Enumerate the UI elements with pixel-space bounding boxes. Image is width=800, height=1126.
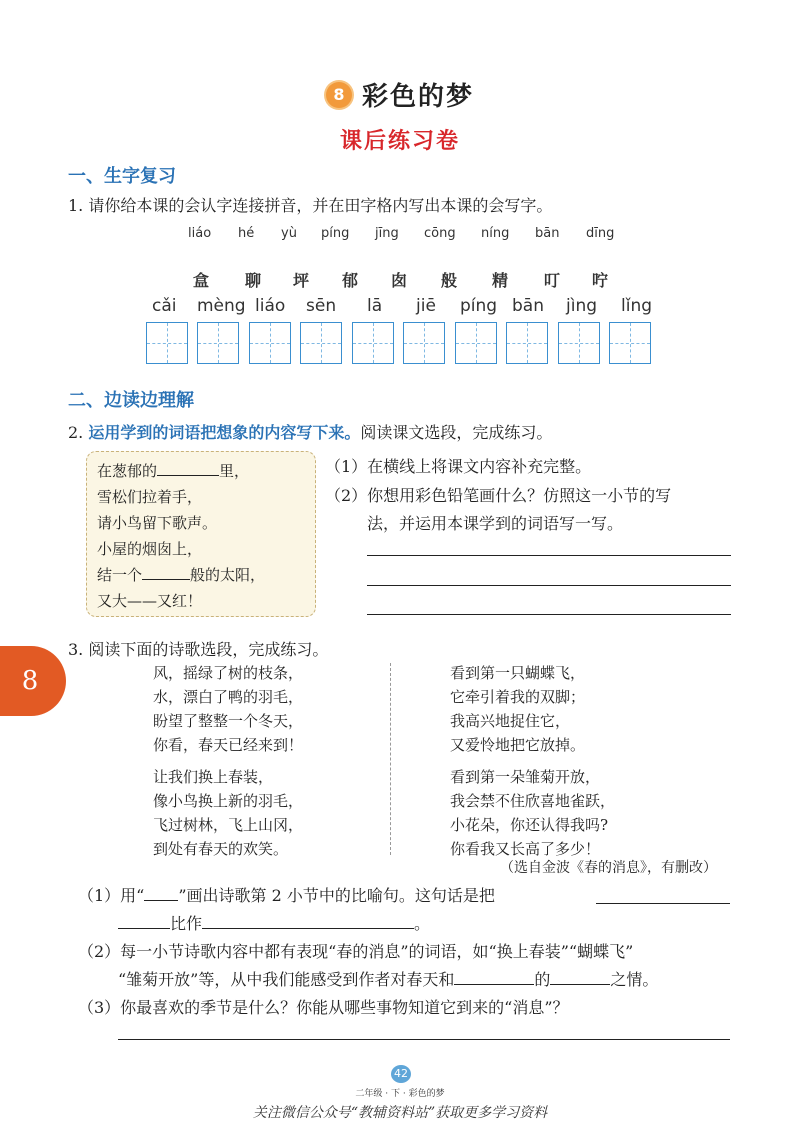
poem-line: 盼望了整整一个冬天， [153, 712, 304, 730]
q3-sub2-line1: （2）每一小节诗歌内容中都有表现“春的消息”的词语，如“换上春装”“蝴蝶飞” [78, 942, 634, 961]
lesson-header [0, 76, 800, 113]
excerpt-line: 结一个 [97, 566, 143, 584]
page-number: 42 [391, 1065, 411, 1083]
answer-blank[interactable] [202, 928, 414, 929]
q3-sub2-text: 之情。 [610, 970, 659, 989]
write-pinyin: jìng [566, 296, 598, 316]
poem-line: 看到第一只蝴蝶飞， [450, 664, 586, 682]
q2-highlight: 运用学到的词语把想象的内容写下来。 [88, 423, 361, 442]
q2-sub2-line1: （2）你想用彩色铅笔画什么？仿照这一小节的写 [325, 486, 672, 505]
write-pinyin: mèng [197, 296, 246, 316]
q2-rest: 阅读课文选段，完成练习。 [360, 423, 553, 442]
poem-right-stanza2 [450, 765, 615, 861]
poem-line: 到处有春天的欢笑。 [153, 840, 289, 858]
q3-sub2-line2 [118, 967, 658, 990]
write-pinyin: cǎi [152, 296, 177, 316]
hanzi-item: 郁 [342, 271, 359, 290]
hanzi-item: 叮 [544, 271, 561, 290]
answer-blank[interactable] [550, 984, 610, 985]
worksheet-subtitle: 课后练习卷 [339, 128, 460, 154]
q3-sub3: （3）你最喜欢的季节是什么？你能从哪些事物知道它到来的“消息”？ [78, 998, 569, 1017]
excerpt-line: 小屋的烟囱上， [97, 540, 203, 558]
excerpt-line: 般的太阳， [190, 566, 266, 584]
poem-line: 飞过树林，飞上山冈， [153, 816, 304, 834]
q3-sub1-line1 [78, 883, 495, 906]
q3-sub1-text: （1）用“ [78, 886, 145, 905]
footer-note: 关注微信公众号“教辅资料站”获取更多学习资料 [252, 1105, 548, 1121]
answer-line[interactable] [367, 585, 731, 586]
q3-sub1-text: 。 [414, 914, 431, 933]
pinyin-item: píng [321, 226, 350, 241]
hanzi-item: 咛 [592, 271, 609, 290]
q2-sub2-line2: 法，并运用本课学到的词语写一写。 [367, 514, 624, 533]
question-2 [68, 420, 552, 443]
poem-line: 像小鸟换上新的羽毛， [153, 792, 304, 810]
poem-line: 又爱怜地把它放掉。 [450, 736, 586, 754]
answer-line[interactable] [118, 1039, 730, 1040]
q3-sub2-text: 的 [534, 970, 551, 989]
tianzige-cell[interactable] [455, 322, 497, 364]
question-3: 3. 阅读下面的诗歌选段，完成练习。 [68, 640, 329, 659]
pinyin-item: liáo [188, 226, 212, 241]
question-1: 1. 请你给本课的会认字连接拼音，并在田字格内写出本课的会写字。 [68, 196, 553, 215]
poem-line: 让我们换上春装， [153, 768, 274, 786]
lesson-title: 彩色的梦 [361, 82, 474, 112]
answer-blank[interactable] [596, 903, 730, 904]
section1-heading: 一、生字复习 [68, 166, 176, 187]
write-pinyin: lā [367, 296, 383, 316]
poem-line: 它牵引着我的双脚； [450, 688, 586, 706]
answer-blank[interactable] [118, 928, 170, 929]
lesson-excerpt-box [86, 451, 316, 617]
poem-column-divider [390, 663, 391, 855]
poem-line: 水，漂白了鸭的羽毛， [153, 688, 304, 706]
tianzige-cell[interactable] [352, 322, 394, 364]
q3-sub1-line2 [118, 911, 430, 934]
pinyin-item: dīng [586, 226, 615, 241]
excerpt-line: 在葱郁的 [97, 462, 158, 480]
tianzige-cell[interactable] [300, 322, 342, 364]
write-pinyin: liáo [255, 296, 286, 316]
q3-sub2-text: “雏菊开放”等，从中我们能感受到作者对春天和 [118, 970, 455, 989]
excerpt-line: 雪松们拉着手， [97, 488, 203, 506]
poem-left-stanza1 [153, 661, 303, 757]
hanzi-item: 囱 [391, 271, 408, 290]
poem-line: 我会禁不住欣喜地雀跃， [450, 792, 616, 810]
write-pinyin: bān [512, 296, 544, 316]
tianzige-cell[interactable] [197, 322, 239, 364]
poem-line: 我高兴地捉住它， [450, 712, 571, 730]
q2-sub1: （1）在横线上将课文内容补充完整。 [325, 457, 592, 476]
tianzige-cell[interactable] [146, 322, 188, 364]
poem-line: 风，摇绿了树的枝条， [153, 664, 304, 682]
hanzi-item: 坪 [293, 271, 310, 290]
q3-sub1-text: 比作 [170, 914, 203, 933]
chapter-side-tab: 8 [0, 646, 66, 716]
pinyin-item: bān [535, 226, 560, 241]
write-pinyin: sēn [306, 296, 337, 316]
lesson-number-badge: 8 [326, 82, 352, 108]
write-pinyin: lǐng [621, 296, 653, 316]
tianzige-cell[interactable] [609, 322, 651, 364]
pinyin-item: yù [281, 226, 297, 241]
write-pinyin: jiē [416, 296, 436, 316]
hanzi-item: 精 [492, 271, 509, 290]
hanzi-item: 般 [441, 271, 458, 290]
tianzige-cell[interactable] [506, 322, 548, 364]
excerpt-line: 请小鸟留下歌声。 [97, 514, 218, 532]
pinyin-item: jīng [375, 226, 399, 241]
footer-caption: 二年级 · 下 · 彩色的梦 [355, 1089, 445, 1099]
q3-sub1-text: ”画出诗歌第 2 小节中的比喻句。这句话是把 [178, 886, 495, 905]
poem-line: 小花朵，你还认得我吗? [450, 816, 609, 834]
hanzi-item: 盒 [193, 271, 210, 290]
poem-left-stanza2 [153, 765, 303, 861]
answer-line[interactable] [367, 614, 731, 615]
tianzige-cell[interactable] [558, 322, 600, 364]
answer-line[interactable] [367, 555, 731, 556]
excerpt-line: 又大——又红！ [97, 592, 203, 610]
section2-heading: 二、边读边理解 [68, 390, 194, 411]
excerpt-blank[interactable] [157, 475, 219, 476]
poem-right-stanza1 [450, 661, 585, 757]
answer-blank[interactable] [454, 984, 534, 985]
poem-line: 看到第一朵雏菊开放， [450, 768, 601, 786]
underline-sample [144, 900, 178, 901]
excerpt-line: 里， [219, 462, 250, 480]
poem-line: 你看，春天已经来到！ [153, 736, 304, 754]
pinyin-item: níng [481, 226, 510, 241]
pinyin-item: cōng [424, 226, 456, 241]
hanzi-item: 聊 [245, 271, 262, 290]
q2-prefix: 2. [68, 423, 84, 442]
poem-source: （选自金波《春的消息》，有删改） [500, 860, 717, 876]
write-pinyin: píng [460, 296, 498, 316]
excerpt-blank[interactable] [142, 579, 190, 580]
tianzige-cell[interactable] [249, 322, 291, 364]
poem-line: 你看我又长高了多少！ [450, 840, 601, 858]
pinyin-item: hé [238, 226, 255, 241]
tianzige-cell[interactable] [403, 322, 445, 364]
